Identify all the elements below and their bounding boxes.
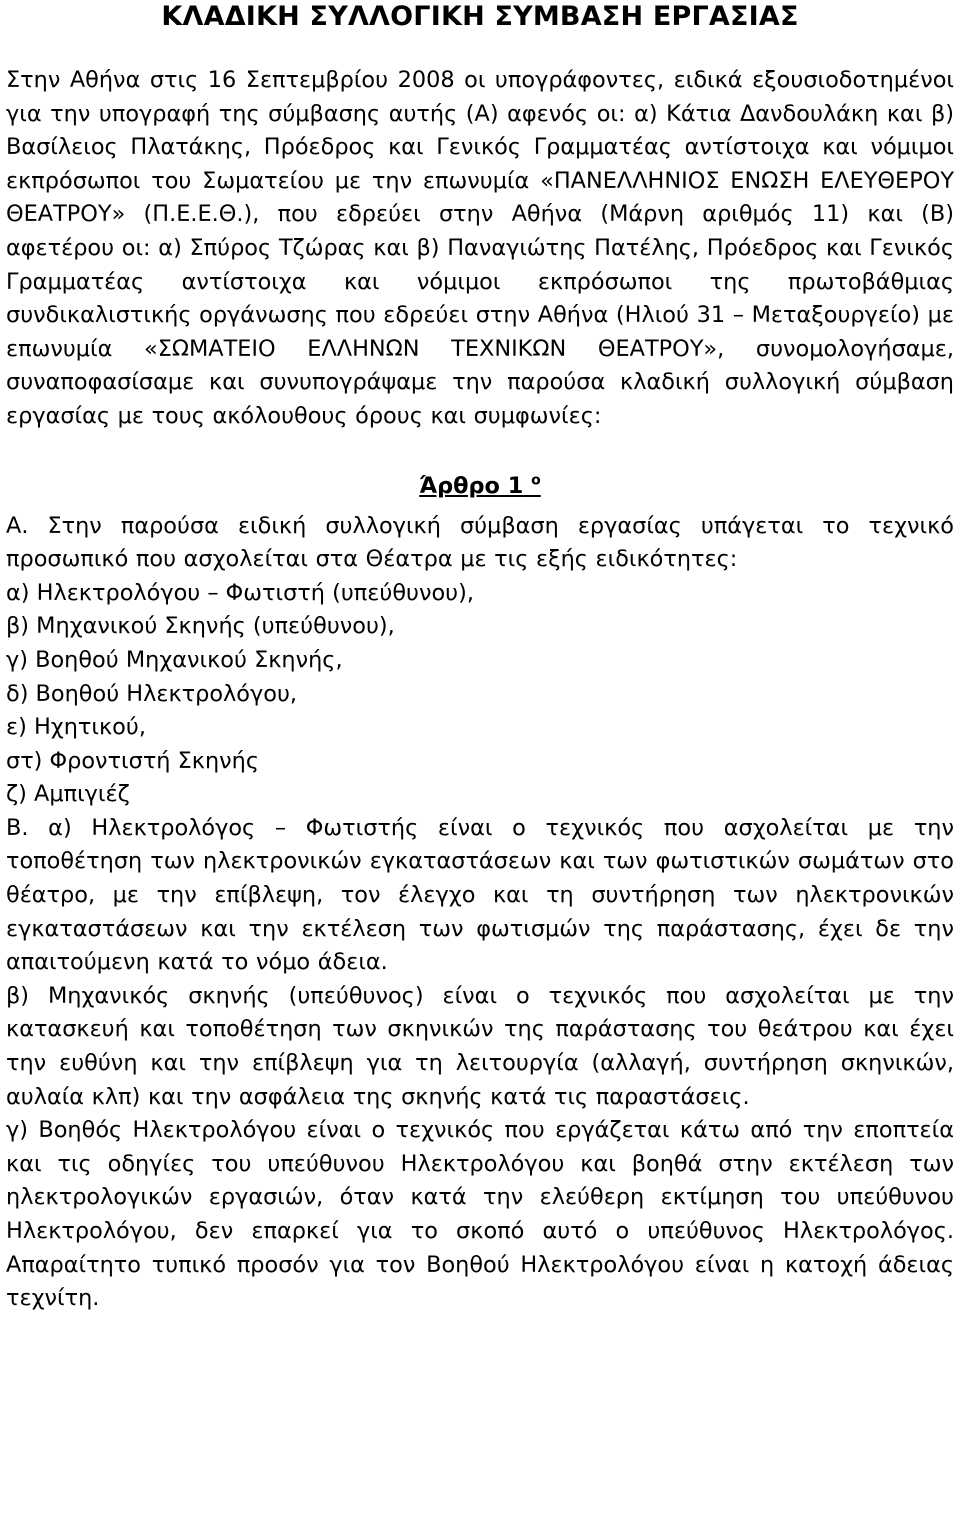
- document-page: [6, 0, 954, 1316]
- intro-paragraph: Στην Αθήνα στις 16 Σεπτεμβρίου 2008 οι υπογράφοντες, ειδικά εξουσιοδοτημένοι για την υπογραφή της σύμβασης αυτής (Α) αφενός οι: α) Κάτια Δανδουλάκη και β) Βασίλειος Πλατάκης, Πρόεδρος και Γενικός Γραμματέας αντίστοιχα και νόμιμοι εκπρόσωποι του Σωματείου με την επωνυμία «ΠΑΝΕΛΛΗΝΙΟΣ ΕΝΩΣΗ ΕΛΕΥΘΕΡΟΥ ΘΕΑΤΡΟΥ» (Π.Ε.Ε.Θ.), που εδρεύει στην Αθήνα (Μάρνη αριθμός 11) και (Β) αφετέρου οι: α) Σπύρος Τζώρας και β) Παναγιώτης Πατέλης, Πρόεδρος και Γενικός Γραμματέας αντίστοιχα και νόμιμοι εκπρόσωποι της πρωτοβάθμιας συνδικαλιστικής οργάνωσης που εδρεύει στην Αθήνα (Ηλιού 31 – Μεταξουργείο) με επωνυμία «ΣΩΜΑΤΕΙΟ ΕΛΛΗΝΩΝ ΤΕΧΝΙΚΩΝ ΘΕΑΤΡΟΥ», συνομολογήσαμε, συναποφασίσαμε και συνυπογράψαμε την παρούσα κλαδική συλλογική σύμβαση εργασίας με τους ακόλουθους όρους και συμφωνίες:: [6, 67, 954, 429]
- section-a-paragraph: Α. Στην παρούσα ειδική συλλογική σύμβαση εργασίας υπάγεται το τεχνικό προσωπικό που ασχολείται στα Θέατρα με τις εξής ειδικότητες:: [6, 512, 954, 573]
- list-item: γ) Βοηθού Μηχανικού Σκηνής,: [6, 646, 343, 673]
- section-b-a-paragraph: Β. α) Ηλεκτρολόγος – Φωτιστής είναι ο τεχνικός που ασχολείται με την τοποθέτηση των ηλεκτρονικών εγκαταστάσεων και των φωτιστικών σωμάτων στο θέατρο, με την επίβλεψη, τον έλεγχο και τη συντήρηση των ηλεκτρονικών εγκαταστάσεων και την εκτέλεση των φωτισμών της παράστασης, έχει δε την απαιτούμενη κατά το νόμο άδεια.: [6, 814, 954, 976]
- list-item: στ) Φροντιστή Σκηνής: [6, 747, 259, 774]
- specialties-list: [6, 577, 954, 812]
- section-b-c-paragraph: γ) Βοηθός Ηλεκτρολόγου είναι ο τεχνικός που εργάζεται κάτω από την εποπτεία και τις οδηγίες του υπεύθυνου Ηλεκτρολόγου και βοηθά στην εκτέλεση των ηλεκτρολογικών εργασιών, όταν κατά την ελεύθερη εκτίμηση του υπεύθυνου Ηλεκτρολόγου, δεν επαρκεί για το σκοπό αυτό ο υπεύθυνος Ηλεκτρολόγος. Απαραίτητο τυπικό προσόν για τον Βοηθού Ηλεκτρολόγου είναι η κατοχή άδειας τεχνίτη.: [6, 1117, 954, 1312]
- document-title: ΚΛΑΔΙΚΗ ΣΥΛΛΟΓΙΚΗ ΣΥΜΒΑΣΗ ΕΡΓΑΣΙΑΣ: [161, 1, 799, 32]
- list-item: β) Μηχανικού Σκηνής (υπεύθυνου),: [6, 613, 395, 640]
- list-item: δ) Βοηθού Ηλεκτρολόγου,: [6, 680, 298, 707]
- list-item: α) Ηλεκτρολόγου – Φωτιστή (υπεύθυνου),: [6, 579, 474, 606]
- article-heading: [6, 469, 954, 503]
- section-b-b-paragraph: β) Μηχανικός σκηνής (υπεύθυνος) είναι ο τεχνικός που ασχολείται με την κατασκευή και τοποθέτηση των σκηνικών της παράστασης του θεάτρου και έχει την ευθύνη και την επίβλεψη για τη λειτουργία (αλλαγή, συντήρηση σκηνικών, αυλαία κλπ) και την ασφάλεια της σκηνής κατά τις παραστάσεις.: [6, 982, 954, 1110]
- list-item: ζ) Αμπιγιέζ: [6, 781, 130, 808]
- article-heading-superscript: ο: [531, 472, 541, 489]
- article-heading-text: Άρθρο 1: [419, 472, 524, 499]
- list-item: ε) Ηχητικού,: [6, 714, 146, 741]
